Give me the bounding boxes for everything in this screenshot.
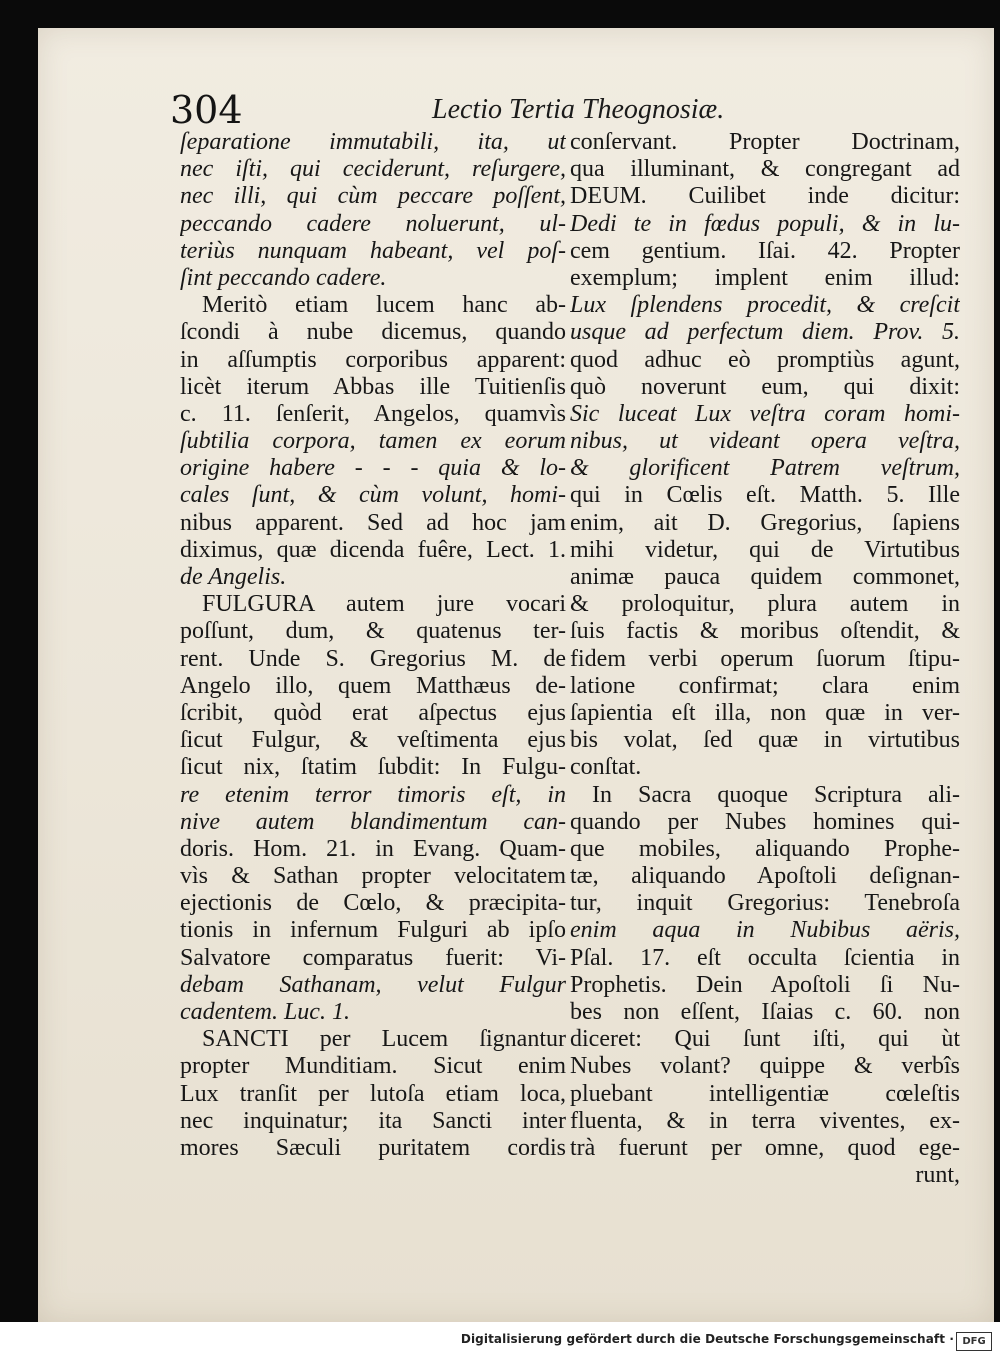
- text-line: quando per Nubes homines qui-: [570, 808, 960, 835]
- text-line: ſicut Fulgur, & veſtimenta ejus: [180, 727, 566, 754]
- text-line: In Sacra quoque Scriptura ali-: [592, 781, 960, 808]
- text-line: peccando cadere noluerunt, ul-: [180, 210, 566, 237]
- left-text-column: [180, 129, 566, 1162]
- text-line: Dedi te in fœdus populi, & in lu-: [570, 210, 960, 237]
- text-line: rent. Unde S. Gregorius M. de: [180, 645, 566, 672]
- text-line: usque ad perfectum diem. Prov. 5.: [570, 319, 960, 346]
- text-line: c. 11. ſenſerit, Angelos, quamvìs: [180, 400, 566, 427]
- dfg-logo: DFG: [956, 1332, 992, 1351]
- text-line: pluebant intelligentiæ cœleſtis: [570, 1080, 960, 1107]
- right-text-column: [570, 129, 960, 1189]
- text-line: & proloquitur, plura autem in: [570, 591, 960, 618]
- text-line: ſint peccando cadere.: [180, 264, 387, 291]
- text-line: FULGURA autem jure vocari: [202, 591, 566, 618]
- text-line: nec illi, qui cùm peccare poſſent,: [180, 183, 566, 210]
- text-line: doris. Hom. 21. in Evang. Quam-: [180, 835, 566, 862]
- text-line: Nubes volant? quippe & verbîs: [570, 1053, 960, 1080]
- running-title: Lectio Tertia Theognosiæ.: [432, 94, 725, 125]
- text-line: & glorificent Patrem veſtrum,: [570, 455, 960, 482]
- text-line: poſſunt, dum, & quatenus ter-: [180, 618, 566, 645]
- text-line: diximus, quæ dicenda fuêre, Lect. 1.: [180, 536, 566, 563]
- text-line: Prophetis. Dein Apoſtoli ſi Nu-: [570, 971, 960, 998]
- text-line: bis volat, ſed quæ in virtutibus: [570, 727, 960, 754]
- text-line: ſcondi à nube dicemus, quando: [180, 319, 566, 346]
- text-line: licèt iterum Abbas ille Tuitienſis: [180, 373, 566, 400]
- text-line: enim, ait D. Gregorius, ſapiens: [570, 509, 960, 536]
- footer-bar: [0, 1326, 1000, 1356]
- text-line: debam Sathanam, velut Fulgur: [180, 971, 566, 998]
- text-line: cem gentium. Iſai. 42. Propter: [570, 237, 960, 264]
- text-line: nibus apparent. Sed ad hoc jam: [180, 509, 566, 536]
- text-line: conſervant. Propter Doctrinam,: [570, 129, 960, 155]
- text-line: Angelo illo, quem Matthæus de-: [180, 672, 566, 699]
- text-line: ejectionis de Cœlo, & præcipita-: [180, 890, 566, 917]
- text-line: runt,: [915, 1162, 960, 1189]
- text-line: propter Munditiam. Sicut enim: [180, 1053, 566, 1080]
- text-line: ſuis factis & moribus oſtendit, &: [570, 618, 960, 645]
- text-line: DEUM. Cuilibet inde dicitur:: [570, 183, 960, 210]
- text-line: qui in Cœlis eſt. Matth. 5. Ille: [570, 482, 960, 509]
- text-line: ſicut nix, ſtatim ſubdit: In Fulgu-: [180, 754, 566, 781]
- text-line: quod adhuc eò promptiùs agunt,: [570, 346, 960, 373]
- text-line: mores Sæculi puritatem cordis: [180, 1134, 566, 1161]
- text-line: de Angelis.: [180, 564, 287, 590]
- text-line: diceret: Qui ſunt iſti, qui ùt: [570, 1026, 960, 1053]
- text-line: exemplum; implent enim illud:: [570, 264, 960, 291]
- text-line: nibus, ut videant opera veſtra,: [570, 428, 960, 455]
- text-line: mihi videtur, qui de Virtutibus: [570, 536, 960, 563]
- page-header: [170, 86, 970, 134]
- text-line: in aſſumptis corporibus apparent:: [180, 346, 566, 373]
- text-line: animæ pauca quidem commonet,: [570, 564, 960, 590]
- text-line: cales ſunt, & cùm volunt, homi-: [180, 482, 566, 509]
- text-line: tæ, aliquando Apoſtoli deſignan-: [570, 863, 960, 890]
- text-line: fidem verbi operum ſuorum ſtipu-: [570, 645, 960, 672]
- text-line: ſcribit, quòd erat aſpectus ejus: [180, 699, 566, 726]
- funding-notice: Digitalisierung gefördert durch die Deutsche Forschungsgemeinschaft ·: [460, 1332, 954, 1346]
- text-line: tionis in infernum Fulguri ab ipſo: [180, 917, 566, 944]
- text-line: Pſal. 17. eſt occulta ſcientia in: [570, 944, 960, 971]
- text-line: Meritò etiam lucem hanc ab-: [202, 292, 566, 319]
- text-line: re etenim terror timoris eſt, in: [180, 781, 566, 808]
- text-line: latione confirmat; clara enim: [570, 672, 960, 699]
- text-line: Salvatore comparatus fuerit: Vi-: [180, 944, 566, 971]
- text-line: nec inquinatur; ita Sancti inter: [180, 1107, 566, 1134]
- text-line: ſeparatione immutabili, ita, ut: [180, 129, 566, 155]
- text-line: enim aqua in Nubibus aëris,: [570, 917, 960, 944]
- text-line: tur, inquit Gregorius: Tenebroſa: [570, 890, 960, 917]
- text-line: vìs & Sathan propter velocitatem: [180, 863, 566, 890]
- text-line: que mobiles, aliquando Prophe-: [570, 835, 960, 862]
- text-line: ſubtilia corpora, tamen ex eorum: [180, 428, 566, 455]
- text-line: cadentem. Luc. 1.: [180, 999, 350, 1025]
- text-line: quò noverunt eum, qui dixit:: [570, 373, 960, 400]
- text-line: SANCTI per Lucem ſignantur: [202, 1026, 566, 1053]
- text-line: qua illuminant, & congregant ad: [570, 156, 960, 183]
- text-line: Sic luceat Lux veſtra coram homi-: [570, 400, 960, 427]
- text-line: fluenta, & in terra viventes, ex-: [570, 1107, 960, 1134]
- text-line: nive autem blandimentum can-: [180, 808, 566, 835]
- text-line: teriùs nunquam habeant, vel poſ-: [180, 237, 566, 264]
- text-line: nec iſti, qui ceciderunt, reſurgere,: [180, 156, 566, 183]
- text-line: origine habere - - - quia & lo-: [180, 455, 566, 482]
- page-number: 304: [170, 88, 243, 132]
- text-line: bes non eſſent, Iſaias c. 60. non: [570, 999, 960, 1025]
- text-line: trà fuerunt per omne, quod ege-: [570, 1134, 960, 1161]
- text-line: Lux tranſit per lutoſa etiam loca,: [180, 1080, 566, 1107]
- text-line: ſapientia eſt illa, non quæ in ver-: [570, 699, 960, 726]
- text-line: conſtat.: [570, 754, 642, 781]
- text-line: Lux ſplendens procedit, & creſcit: [570, 292, 960, 319]
